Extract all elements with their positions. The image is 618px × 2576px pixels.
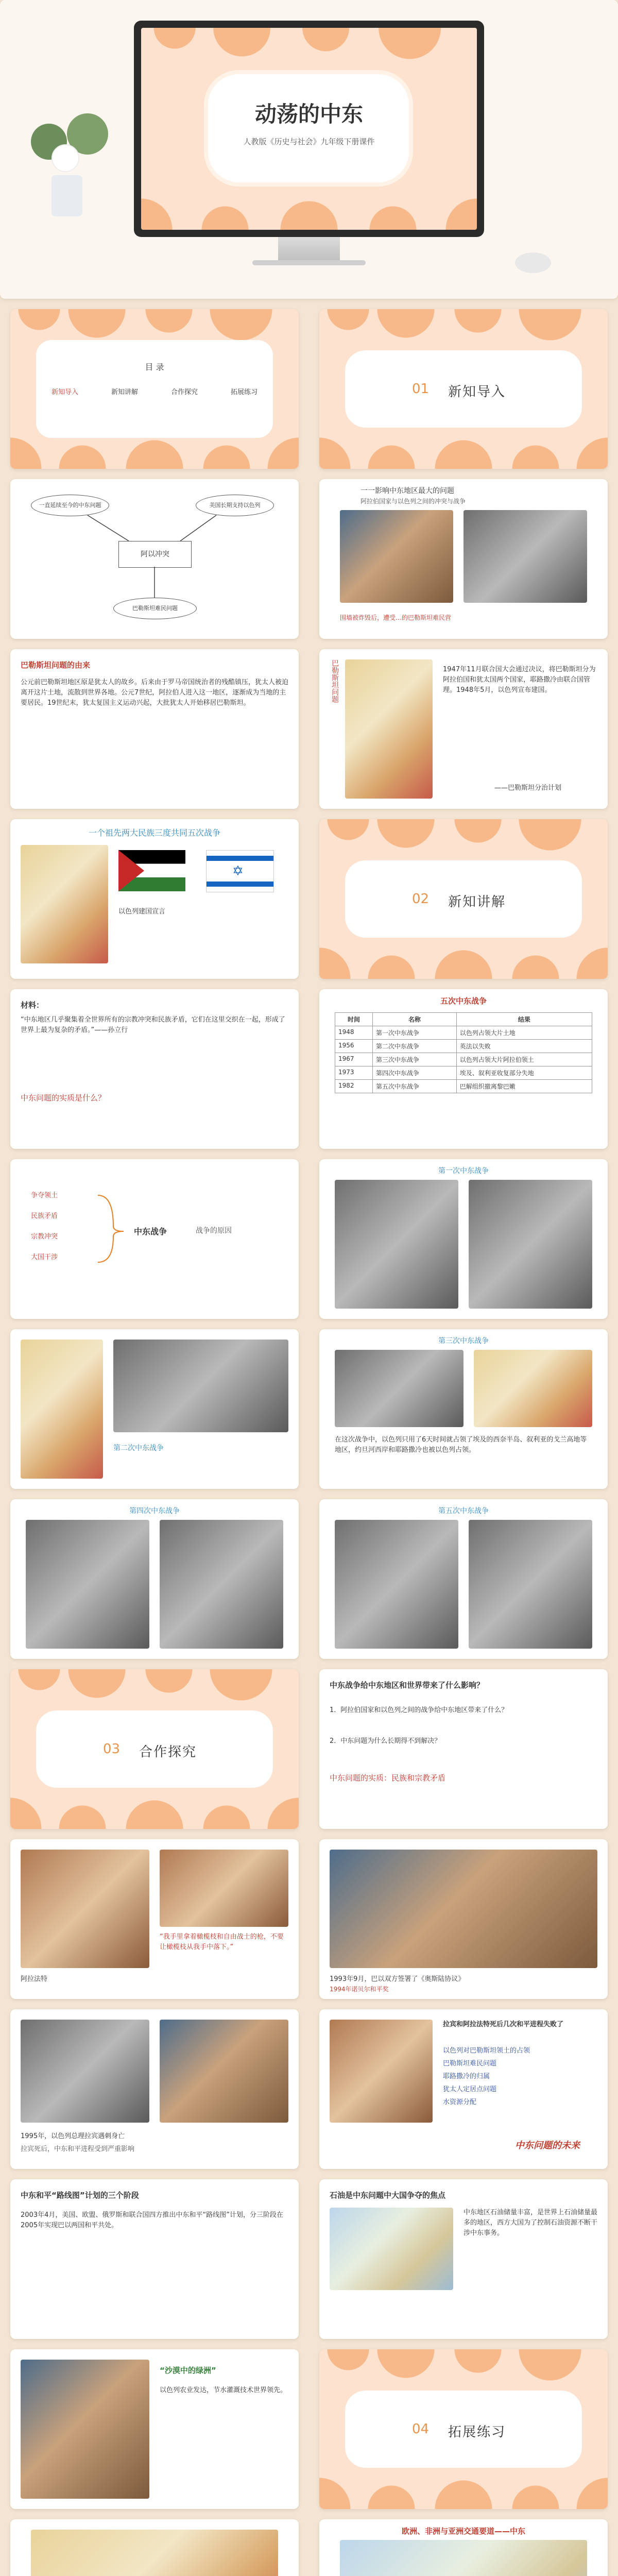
future-item: 巴勒斯坦难民问题 [443, 2060, 497, 2067]
future-title: 中东问题的未来 [515, 2140, 580, 2151]
sand-paragraph: 以色列农业发达，节水灌溉技术世界领先。 [160, 2386, 287, 2394]
partition-map [345, 659, 433, 799]
future-item: 耶路撒冷的归属 [443, 2073, 490, 2080]
intro-diagram-slide [10, 479, 299, 639]
causes-label: 战争的原因 [196, 1227, 232, 1235]
oil-paragraph: 中东地区石油储量丰富，是世界上石油储量最多的地区，西方大国为了控制石油资源不断干涉中东事务。 [464, 2209, 598, 2238]
table-cell: 第五次中东战争 [373, 1080, 457, 1093]
diagram-box: 巴勒斯坦难民问题 [113, 598, 197, 619]
war4-slide [10, 1499, 299, 1659]
arafat-photo [21, 1850, 149, 1968]
future-slide [319, 2009, 608, 2169]
cover-title: 动荡的中东 [254, 101, 363, 127]
diagram-arrows [10, 479, 299, 639]
table-header: 时间 [335, 1013, 373, 1026]
war1-caption: 第一次中东战争 [438, 1167, 489, 1175]
toc-item-4[interactable]: 拓展练习 [230, 388, 258, 396]
cause-item: 民族矛盾 [31, 1212, 58, 1220]
middle-east-map [31, 2530, 278, 2576]
table-row [335, 1040, 592, 1053]
un-plan-slide [319, 649, 608, 809]
wars-table [335, 1012, 592, 1093]
rabin-slide [10, 2009, 299, 2169]
arafat-slide [10, 1839, 299, 1999]
future-photo [330, 2020, 433, 2123]
war5-photo [335, 1520, 458, 1649]
strait-map [340, 2540, 587, 2576]
war4-caption: 第四次中东战争 [129, 1507, 180, 1515]
palestine-flag [118, 850, 185, 891]
roadmap-slide [10, 2179, 299, 2339]
explore-question: 中东战争给中东地区和世界带来了什么影响？ [330, 1681, 485, 1690]
section-title: 拓展练习 [448, 2425, 506, 2440]
mouse [515, 252, 551, 273]
explore-paragraph-2: 2．中东问题为什么长期得不到解决？ [330, 1737, 441, 1745]
section-number: 01 [412, 381, 430, 397]
table-cell: 1973 [335, 1066, 373, 1080]
war1-photo [335, 1180, 458, 1309]
section-title: 新知讲解 [448, 894, 506, 910]
table-row [335, 1080, 592, 1093]
rabin-paragraph: 拉宾死后，中东和平进程受到严重影响 [21, 2145, 135, 2153]
toc-item-2[interactable]: 新知讲解 [111, 388, 138, 396]
section-02-slide [319, 819, 608, 979]
map-note: 以色列建国宣言 [118, 908, 166, 916]
cause-item: 大国干涉 [31, 1253, 58, 1261]
table-cell: 第四次中东战争 [373, 1066, 457, 1080]
flags-slide [10, 819, 299, 979]
section-03-slide [10, 1669, 299, 1829]
table-cell: 埃及、叙利亚收复部分失地 [456, 1066, 592, 1080]
table-cell: 1948 [335, 1026, 373, 1040]
arafat-caption: 阿拉法特 [21, 1975, 48, 1983]
photo-caption: 围墙被炸毁后，遭受…的巴勒斯坦难民营 [340, 614, 452, 621]
war3-paragraph: 在这次战争中，以色列只用了6天时间就占领了埃及的西奈半岛、叙利亚的戈兰高地等地区，约旦河西岸和耶路撒冷也被以色列占领。 [335, 1436, 587, 1454]
region-map [21, 845, 108, 963]
section-01-slide [319, 309, 608, 469]
roadmap-paragraph: 2003年4月，美国、欧盟、俄罗斯和联合国四方推出中东和平“路线图”计划，分三阶段在2005年实现巴以两国和平共处。 [21, 2211, 283, 2230]
rabin-photo-2 [160, 2020, 288, 2123]
war5-caption: 第五次中东战争 [438, 1507, 489, 1515]
material-paragraph: “中东地区几乎聚集着全世界所有的宗教冲突和民族矛盾，它们在这里交织在一起，形成了世界上最为复杂的矛盾。”——孙立行 [21, 1016, 285, 1035]
wars-table-slide [319, 989, 608, 1149]
cover-subtitle: 人教版《历史与社会》九年级下册课件 [243, 137, 375, 146]
oil-slide [319, 2179, 608, 2339]
map-slide [10, 2519, 299, 2576]
table-cell: 巴解组织撤离黎巴嫩 [456, 1080, 592, 1093]
table-cell: 以色列占领大片土地 [456, 1026, 592, 1040]
material-heading: 材料： [21, 1001, 44, 1010]
table-cell: 第三次中东战争 [373, 1053, 457, 1066]
cause-item: 争夺领土 [31, 1192, 58, 1199]
peace-slide [319, 1839, 608, 1999]
roadmap-title: 中东和平“路线图”计划的三个阶段 [21, 2191, 139, 2200]
flags-caption: 一个祖先两大民族三度共同五次战争 [88, 828, 220, 838]
future-item: 犹太人定居点问题 [443, 2086, 497, 2093]
table-cell: 1967 [335, 1053, 373, 1066]
section-number: 03 [103, 1741, 121, 1757]
section-number: 04 [412, 2421, 430, 2437]
table-cell: 1982 [335, 1080, 373, 1093]
war4-photo-2 [160, 1520, 283, 1649]
sand-slide [10, 2349, 299, 2509]
war3-caption: 第三次中东战争 [438, 1337, 489, 1345]
toc-heading: 目 录 [145, 362, 164, 372]
table-cell: 英法以失败 [456, 1040, 592, 1053]
intro-caption: 一一影响中东地区最大的问题 [360, 487, 454, 495]
oil-map [330, 2208, 453, 2290]
sand-heading: “沙漠中的绿洲” [160, 2366, 216, 2375]
table-row [335, 1026, 592, 1040]
origin-paragraph: 公元前巴勒斯坦地区原是犹太人的故乡。后来由于罗马帝国统治者的残酷镇压，犹太人被迫离开这片土地，流散到世界各地。公元7世纪，阿拉伯人进入这一地区，逐渐成为当地的主要居民。19世纪末，犹太复国主义运动兴起，大批犹太人开始移居巴勒斯坦。 [21, 679, 289, 707]
war2-caption: 第二次中东战争 [113, 1444, 164, 1452]
un-paragraph: 1947年11月联合国大会通过决议，将巴勒斯坦分为阿拉伯国和犹太国两个国家，耶路撒冷由联合国管理。1948年5月，以色列宣布建国。 [443, 666, 596, 694]
origin-heading: 巴勒斯坦问题的由来 [21, 660, 91, 670]
causes-slide [10, 1159, 299, 1319]
section-number: 02 [412, 891, 430, 907]
un-note: ——巴勒斯坦分治计划 [494, 784, 562, 792]
refugee-photo [340, 510, 453, 603]
table-row [335, 1066, 592, 1080]
diagram-center: 阿以冲突 [118, 541, 192, 568]
vertical-title: 巴勒斯坦问题 [331, 659, 339, 703]
cause-brace [10, 1159, 299, 1319]
strait-heading: 欧洲、非洲与亚洲交通要道——中东 [401, 2527, 525, 2536]
ruins-photo [464, 510, 587, 603]
flower-decoration [21, 113, 118, 216]
table-row [335, 1053, 592, 1066]
toc-slide [10, 309, 299, 469]
war2-slide [10, 1329, 299, 1489]
section-04-slide [319, 2349, 608, 2509]
origin-slide [10, 649, 299, 809]
sand-photo [21, 2360, 149, 2499]
war1-photo-2 [469, 1180, 592, 1309]
diagram-box: 美国长期支持以色列 [196, 495, 274, 516]
table-cell: 第二次中东战争 [373, 1040, 457, 1053]
rabin-photo [21, 2020, 149, 2123]
material-question: 中东问题的实质是什么？ [21, 1093, 106, 1103]
war3-photo [335, 1350, 464, 1427]
explore-answer: 中东问题的实质：民族和宗教矛盾 [330, 1773, 446, 1783]
war4-photo [26, 1520, 149, 1649]
table-cell: 1956 [335, 1040, 373, 1053]
arafat-quote: “我手里拿着橄榄枝和自由战士的枪，不要让橄榄枝从我手中落下。” [160, 1933, 284, 1952]
section-title: 新知导入 [448, 384, 506, 400]
cause-item: 宗教冲突 [31, 1233, 58, 1241]
strait-slide [319, 2519, 608, 2576]
intro-photo-slide [319, 479, 608, 639]
future-heading: 拉宾和阿拉法特死后几次和平进程失败了 [443, 2021, 564, 2028]
toc-item-1[interactable]: 新知导入 [52, 388, 79, 396]
explore-slide [319, 1669, 608, 1829]
future-item: 以色列对巴勒斯坦领土的占领 [443, 2047, 530, 2055]
war1-slide [319, 1159, 608, 1319]
laptop-screen [134, 21, 484, 237]
war2-map [21, 1340, 103, 1479]
oil-title: 石油是中东问题中大国争夺的焦点 [330, 2191, 446, 2200]
cover-slide [0, 0, 618, 299]
peace-caption-2: 1994年诺贝尔和平奖 [330, 1986, 389, 1993]
peace-photo [330, 1850, 597, 1968]
toc-item-3[interactable]: 合作探究 [170, 388, 198, 396]
war5-photo-2 [469, 1520, 592, 1649]
causes-center: 中东战争 [134, 1227, 167, 1236]
war5-slide [319, 1499, 608, 1659]
section-title: 合作探究 [139, 1744, 197, 1760]
war3-slide [319, 1329, 608, 1489]
intro-caption-2: 阿拉伯国家与以色列之间的冲突与战争 [360, 498, 466, 505]
arafat-photo-2 [160, 1850, 288, 1927]
laptop-base [278, 237, 340, 263]
rabin-caption: 1995年，以色列总理拉宾遇刺身亡 [21, 2132, 125, 2140]
table-cell: 第一次中东战争 [373, 1026, 457, 1040]
table-header: 结果 [456, 1013, 592, 1026]
future-item: 水资源分配 [443, 2098, 477, 2106]
table-cell: 以色列占领大片阿拉伯领土 [456, 1053, 592, 1066]
diagram-box: 一直延续至今的中东问题 [31, 495, 109, 516]
explore-paragraph: 1．阿拉伯国家和以色列之间的战争给中东地区带来了什么？ [330, 1706, 508, 1714]
wars-title: 五次中东战争 [440, 996, 487, 1006]
peace-caption: 1993年9月，巴以双方签署了《奥斯陆协议》 [330, 1975, 465, 1983]
table-header: 名称 [373, 1013, 457, 1026]
material-slide [10, 989, 299, 1149]
israel-flag: ✡ [206, 850, 274, 892]
war3-map [474, 1350, 592, 1427]
war2-photo [113, 1340, 288, 1432]
